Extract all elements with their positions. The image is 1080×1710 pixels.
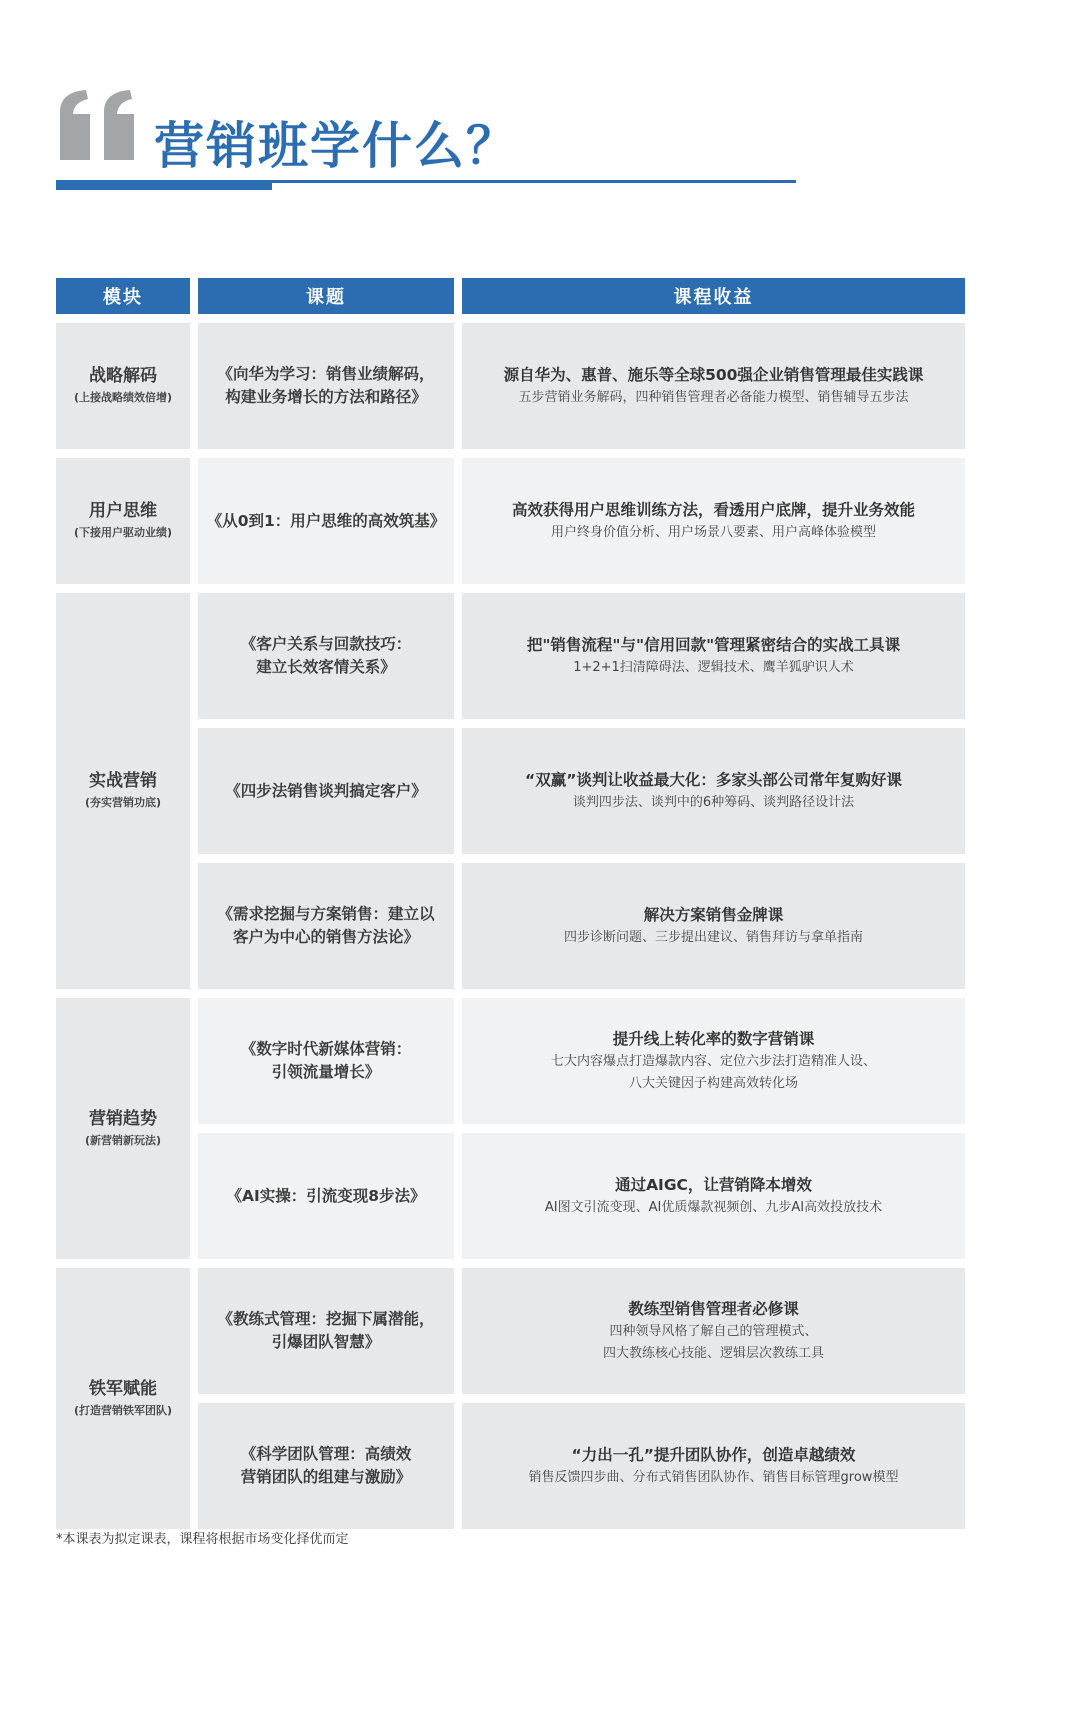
course-title: 《数字时代新媒体营销： 引领流量增长》 bbox=[240, 1040, 412, 1081]
module-subtitle: (下接用户驱动业绩) bbox=[73, 526, 173, 539]
course-cell bbox=[198, 998, 454, 1124]
module-cell bbox=[56, 593, 190, 989]
module-name: 战略解码 bbox=[89, 366, 157, 386]
benefit-title: 源自华为、惠普、施乐等全球500强企业销售管理最佳实践课 bbox=[503, 365, 924, 384]
course-cell bbox=[198, 728, 454, 854]
course-cell bbox=[198, 593, 454, 719]
course-cell bbox=[198, 323, 454, 449]
header-module: 模块 bbox=[56, 278, 190, 314]
course-title: 《四步法销售谈判搞定客户》 bbox=[225, 781, 427, 800]
course-title: 《客户关系与回款技巧： 建立长效客情关系》 bbox=[240, 635, 412, 676]
module-cell bbox=[56, 458, 190, 584]
module-name: 铁军赋能 bbox=[89, 1378, 157, 1399]
benefit-cell bbox=[462, 1133, 965, 1259]
benefit-cell bbox=[462, 863, 965, 989]
course-cell bbox=[198, 1268, 454, 1394]
module-name: 用户思维 bbox=[89, 501, 157, 521]
header-course: 课题 bbox=[198, 278, 454, 314]
benefit-desc: 谈判四步法、谈判中的6种筹码、谈判路径设计法 bbox=[572, 794, 855, 810]
benefit-cell bbox=[462, 323, 965, 449]
benefit-title: 解决方案销售金牌课 bbox=[643, 905, 784, 924]
footnote: *本课表为拟定课表，课程将根据市场变化择优而定 bbox=[56, 1532, 349, 1547]
benefit-title: 高效获得用户思维训练方法，看透用户底牌，提升业务效能 bbox=[511, 500, 915, 519]
module-subtitle: (上接战略绩效倍增) bbox=[73, 391, 173, 404]
benefit-title: 把"销售流程"与"信用回款"管理紧密结合的实战工具课 bbox=[526, 635, 901, 654]
benefit-cell bbox=[462, 458, 965, 584]
benefit-title: 教练型销售管理者必修课 bbox=[628, 1299, 799, 1318]
module-name: 实战营销 bbox=[89, 771, 157, 791]
module-cell bbox=[56, 323, 190, 449]
module-subtitle: (夯实营销功底) bbox=[84, 796, 162, 809]
module-subtitle: (打造营销铁军团队) bbox=[73, 1403, 173, 1417]
course-cell bbox=[198, 458, 454, 584]
benefit-cell bbox=[462, 728, 965, 854]
header-benefit: 课程收益 bbox=[462, 278, 965, 314]
benefit-desc: 四步诊断问题、三步提出建议、销售拜访与拿单指南 bbox=[563, 929, 863, 945]
course-title: 《需求挖掘与方案销售：建立以 客户为中心的销售方法论》 bbox=[217, 905, 435, 946]
benefit-cell bbox=[462, 593, 965, 719]
benefit-title: 提升线上转化率的数字营销课 bbox=[612, 1029, 815, 1048]
benefit-desc: 五步营销业务解码，四种销售管理者必备能力模型、销售辅导五步法 bbox=[518, 389, 909, 405]
benefit-desc: 用户终身价值分析、用户场景八要素、用户高峰体验模型 bbox=[550, 524, 876, 540]
title-underline-accent bbox=[56, 180, 272, 190]
module-name: 营销趋势 bbox=[89, 1108, 157, 1129]
course-title: 《AI实操：引流变现8步法》 bbox=[226, 1186, 426, 1205]
course-cell bbox=[198, 863, 454, 989]
page-header bbox=[56, 90, 796, 200]
quote-mark-icon bbox=[56, 90, 142, 162]
module-subtitle: (新营销新玩法) bbox=[84, 1133, 162, 1147]
module-cell bbox=[56, 1268, 190, 1529]
benefit-cell bbox=[462, 1268, 965, 1394]
benefit-desc: 1+2+1扫清障碍法、逻辑技术、鹰羊狐驴识人术 bbox=[573, 659, 854, 675]
benefit-title: “力出一孔”提升团队协作，创造卓越绩效 bbox=[571, 1445, 856, 1464]
course-title: 《科学团队管理：高绩效 营销团队的组建与激励》 bbox=[240, 1445, 412, 1486]
benefit-cell bbox=[462, 1403, 965, 1529]
module-cell bbox=[56, 998, 190, 1259]
course-title: 《向华为学习：销售业绩解码， 构建业务增长的方法和路径》 bbox=[217, 365, 435, 406]
benefit-desc: 销售反馈四步曲、分布式销售团队协作、销售目标管理grow模型 bbox=[528, 1469, 899, 1485]
benefit-desc: 四种领导风格了解自己的管理模式、 四大教练核心技能、逻辑层次教练工具 bbox=[602, 1323, 824, 1361]
course-cell bbox=[198, 1403, 454, 1529]
benefit-desc: 七大内容爆点打造爆款内容、定位六步法打造精准人设、 八大关键因子构建高效转化场 bbox=[550, 1053, 876, 1091]
page-title: 营销班学什么？ bbox=[154, 117, 518, 175]
benefit-desc: AI图文引流变现、AI优质爆款视频创、九步AI高效投放技术 bbox=[544, 1199, 883, 1215]
benefit-cell bbox=[462, 998, 965, 1124]
course-table bbox=[56, 278, 965, 1529]
course-title: 《教练式管理：挖掘下属潜能， 引爆团队智慧》 bbox=[217, 1310, 435, 1351]
course-cell bbox=[198, 1133, 454, 1259]
benefit-title: “双赢”谈判让收益最大化：多家头部公司常年复购好课 bbox=[525, 770, 902, 789]
benefit-title: 通过AIGC，让营销降本增效 bbox=[615, 1175, 812, 1194]
course-title: 《从0到1：用户思维的高效筑基》 bbox=[206, 511, 446, 530]
